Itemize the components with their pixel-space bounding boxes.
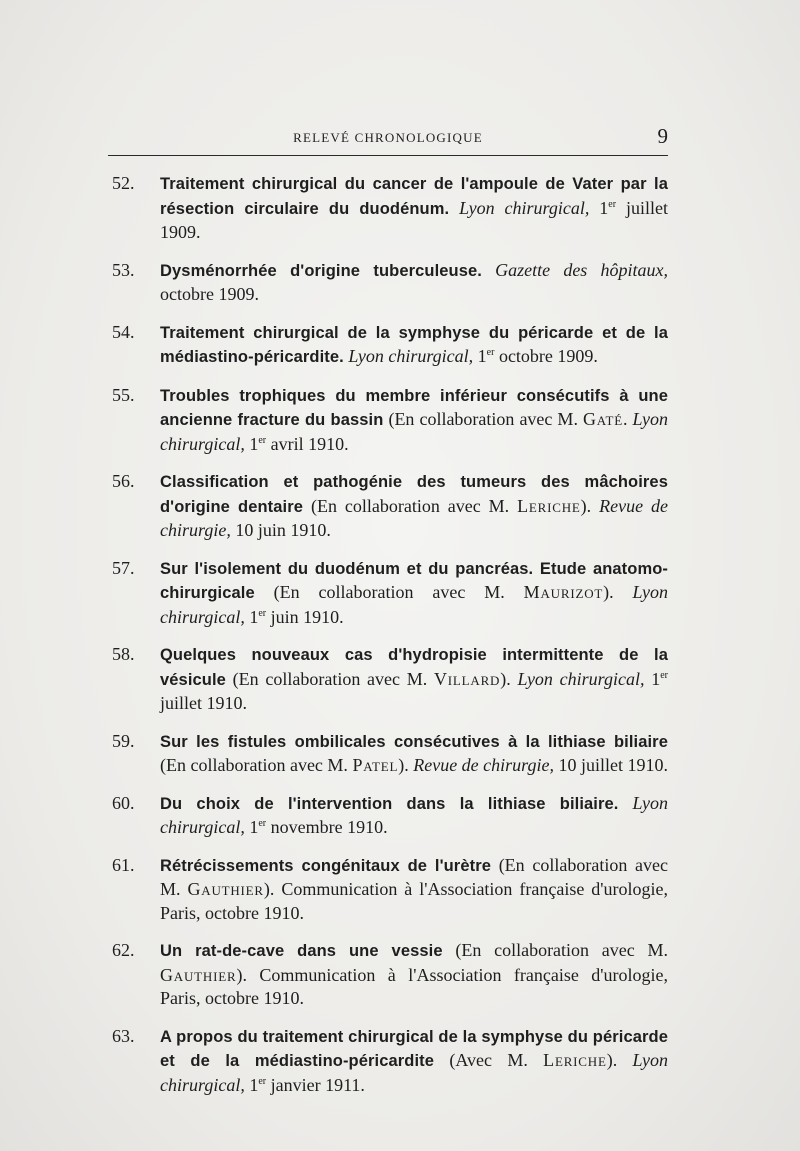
entry-journal: Lyon chirurgical,: [459, 197, 590, 218]
entry-number: 59.: [112, 730, 135, 751]
list-item: 54. Traitement chirurgical de la symphyse du péricarde et de la médiastino-péricardite. Lyon chirurgical, 1er octobre 1909.: [112, 321, 668, 366]
entry-journal: Revue de chirurgie,: [413, 755, 554, 775]
entry-title: Rétrécissements congénitaux de l'urètre: [160, 856, 491, 875]
entry-journal: Lyon chirurgical,: [348, 346, 474, 366]
list-item: 58. Quelques nouveaux cas d'hydropisie intermittente de la vésicule (En collaboration avec M. Villard). Lyon chirurgical, 1er juillet 1910.: [112, 644, 668, 713]
list-item: 62. Un rat-de-cave dans une vessie (En collaboration avec M. Gauthier). Communication à l'Association française d'urologie, Paris, octobre 1910.: [112, 940, 668, 1008]
entry-title: Sur l'isolement du duodénum et du pancréas. Etude anatomo-chirurgicale: [160, 559, 668, 602]
entry-date: juin 1910.: [266, 606, 344, 627]
entry-number: 53.: [112, 259, 135, 280]
entry-journal: Gazette des hôpitaux,: [495, 259, 668, 280]
entry-title: Dysménorrhée d'origine tuberculeuse.: [160, 261, 482, 280]
entry-date: janvier 1911.: [266, 1074, 365, 1095]
list-item: 61. Rétrécissements congénitaux de l'urètre (En collaboration avec M. Gauthier). Communication à l'Association française d'urologie, Paris, octobre 1910.: [112, 854, 668, 923]
page-header: [108, 124, 668, 150]
entry-number: 62.: [112, 940, 135, 960]
list-item: 52. Traitement chirurgical du cancer de l'ampoule de Vater par la résection circulaire du duodénum. Lyon chirurgical, 1er juillet 1909.: [112, 173, 668, 242]
entry-number: 56.: [112, 471, 135, 491]
entry-date: octobre 1909.: [494, 346, 598, 366]
running-title: RELEVÉ CHRONOLOGIQUE: [293, 130, 483, 145]
entry-date: juillet 1910.: [160, 693, 247, 713]
entry-number: 54.: [112, 321, 135, 342]
list-item: 56. Classification et pathogénie des tumeurs des mâchoires d'origine dentaire (En collaboration avec M. Leriche). Revue de chirurgie, 10 juin 1910.: [112, 471, 668, 540]
entry-number: 63.: [112, 1025, 135, 1046]
entry-title: A propos du traitement chirurgical de la symphyse du péricarde et de la médiastino-péricardite: [160, 1027, 668, 1070]
entry-title: Sur les fistules ombilicales consécutives à la lithiase biliaire: [160, 732, 668, 751]
entry-number: 57.: [112, 557, 135, 578]
entry-journal: Revue de chirurgie,: [160, 495, 668, 540]
entry-journal: Lyon chirurgical,: [517, 668, 645, 689]
entry-journal: Lyon chirurgical,: [160, 409, 668, 454]
header-rule: [108, 155, 668, 156]
entry-title: Traitement chirurgical du cancer de l'ampoule de Vater par la résection circulaire du duodénum.: [160, 175, 668, 218]
entry-author: Leriche: [543, 1050, 607, 1070]
entry-number: 52.: [112, 173, 135, 193]
list-item: 63. A propos du traitement chirurgical de la symphyse du péricarde et de la médiastino-péricardite (Avec M. Leriche). Lyon chirurgical, 1er janvier 1911.: [112, 1025, 668, 1095]
list-item: 57. Sur l'isolement du duodénum et du pancréas. Etude anatomo-chirurgicale (En collaboration avec M. Maurizot). Lyon chirurgical, 1er juin 1910.: [112, 557, 668, 627]
entry-title: Classification et pathogénie des tumeurs des mâchoires d'origine dentaire: [160, 473, 668, 516]
entry-date: avril 1910.: [266, 433, 349, 454]
entry-author: Villard: [433, 668, 501, 689]
entry-date: octobre 1909.: [160, 284, 259, 304]
list-item: 60. Du choix de l'intervention dans la lithiase biliaire. Lyon chirurgical, 1er novembre 1910.: [112, 792, 668, 837]
entry-author: Gauthier: [187, 879, 264, 899]
bibliography-list: [112, 172, 668, 1111]
entry-journal: Lyon chirurgical,: [160, 582, 668, 627]
list-item: 59. Sur les fistules ombilicales consécutives à la lithiase biliaire (En collaboration avec M. Patel). Revue de chirurgie, 10 juillet 1910.: [112, 730, 668, 775]
page-number: 9: [657, 124, 668, 148]
entry-date: 10 juin 1910.: [230, 520, 331, 540]
entry-author: Gauthier: [160, 964, 237, 985]
entry-journal: Lyon chirurgical,: [160, 792, 668, 837]
entry-number: 61.: [112, 854, 135, 875]
entry-author: Leriche: [517, 495, 581, 516]
entry-number: 60.: [112, 792, 135, 813]
entry-date: novembre 1910.: [266, 817, 388, 837]
entry-title: Quelques nouveaux cas d'hydropisie intermittente de la vésicule: [160, 646, 668, 689]
entry-journal: Lyon chirurgical,: [160, 1050, 668, 1095]
entry-title: Troubles trophiques du membre inférieur consécutifs à une ancienne fracture du bassin: [160, 386, 668, 429]
entry-title: Du choix de l'intervention dans la lithiase biliaire.: [160, 794, 619, 813]
entry-author: Maurizot: [523, 582, 604, 602]
entry-date: 10 juillet 1910.: [554, 755, 668, 775]
entry-number: 55.: [112, 384, 135, 405]
entry-date: juillet 1909.: [160, 197, 668, 242]
entry-title: Un rat-de-cave dans une vessie: [160, 942, 443, 960]
entry-number: 58.: [112, 644, 135, 664]
entry-title: Traitement chirurgical de la symphyse du péricarde et de la médiastino-péricardite.: [160, 323, 668, 366]
list-item: [112, 259, 668, 307]
entry-author: Gaté: [582, 409, 623, 429]
entry-author: Patel: [352, 755, 399, 775]
list-item: 55. Troubles trophiques du membre inférieur consécutifs à une ancienne fracture du bassin (En collaboration avec M. Gaté. Lyon chirurgical, 1er avril 1910.: [112, 384, 668, 454]
